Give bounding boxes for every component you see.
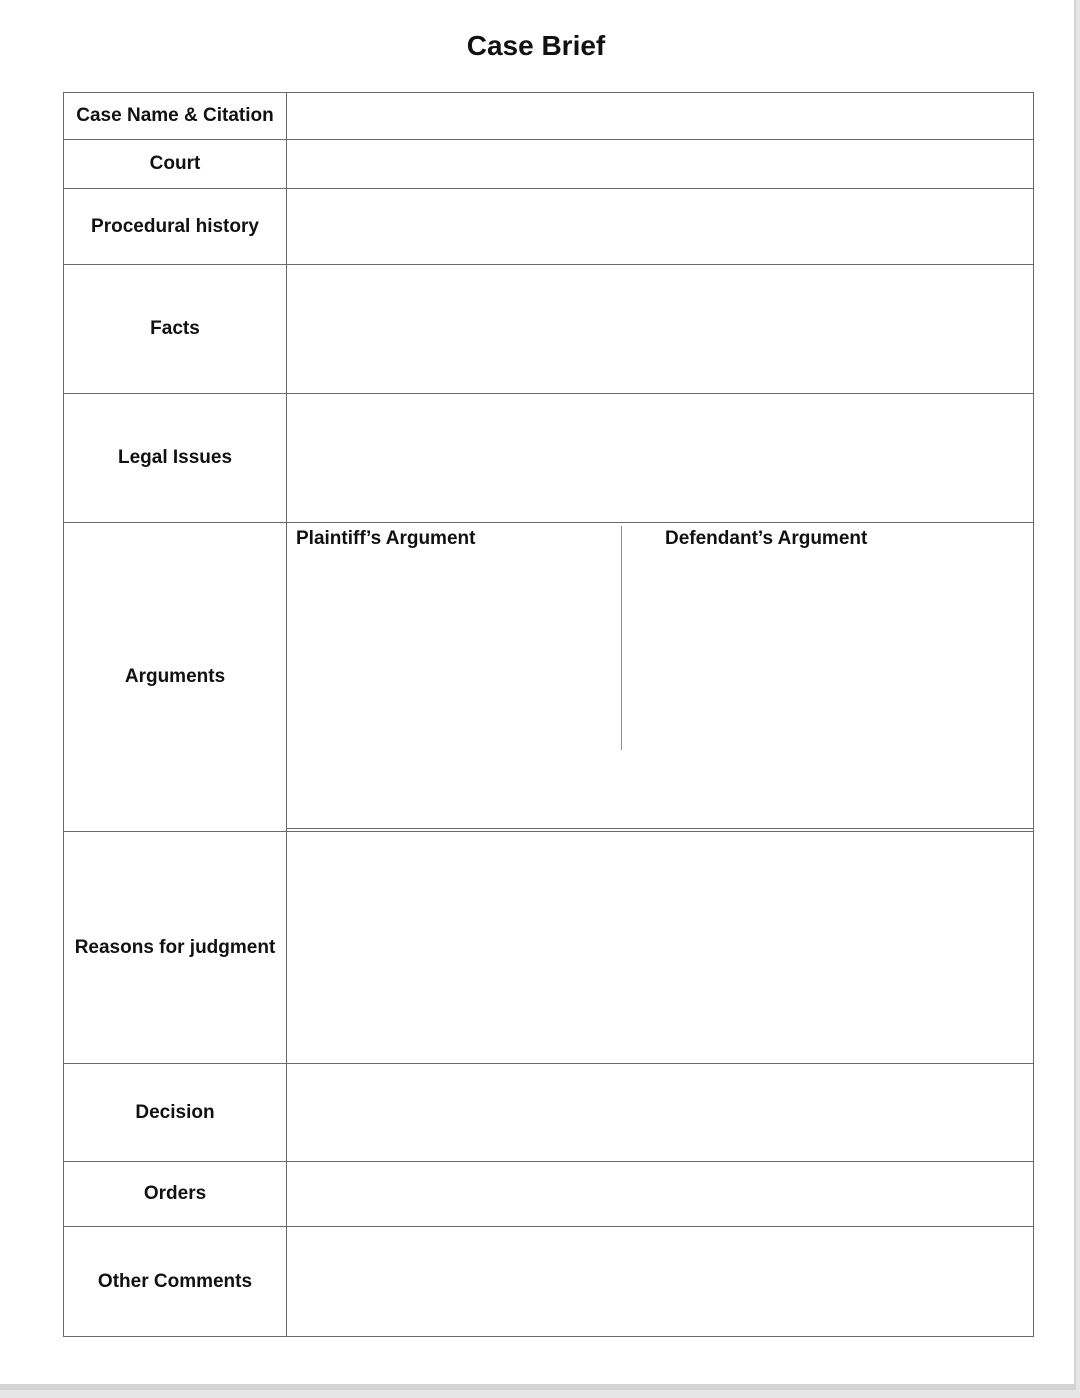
label-arguments: Arguments [64,523,287,832]
arguments-divider [621,526,622,750]
arguments-bottom-rule [287,828,1033,829]
field-reasons[interactable] [287,832,1034,1064]
field-legal-issues[interactable] [287,394,1034,523]
page-title: Case Brief [466,30,606,61]
field-arguments [287,523,1034,832]
label-legal-issues: Legal Issues [64,394,287,523]
label-other-comments: Other Comments [64,1227,287,1337]
row-case-name [64,93,1034,140]
field-procedural-history[interactable] [287,189,1034,265]
row-decision [64,1064,1034,1162]
field-decision[interactable] [287,1064,1034,1162]
label-court: Court [64,140,287,189]
arguments-split [287,524,1033,831]
plaintiff-argument-heading: Plaintiff’s Argument [296,527,476,549]
case-brief-table [63,92,1034,1337]
row-court [64,140,1034,189]
label-orders: Orders [64,1162,287,1227]
field-case-name[interactable] [287,93,1034,140]
label-facts: Facts [64,265,287,394]
row-facts [64,265,1034,394]
label-decision: Decision [64,1064,287,1162]
field-court[interactable] [287,140,1034,189]
label-case-name: Case Name & Citation [64,93,287,140]
field-other-comments[interactable] [287,1227,1034,1337]
field-orders[interactable] [287,1162,1034,1227]
row-legal-issues [64,394,1034,523]
row-reasons [64,832,1034,1064]
row-procedural-history [64,189,1034,265]
defendant-argument-heading: Defendant’s Argument [665,527,868,549]
field-facts[interactable] [287,265,1034,394]
row-arguments [64,523,1034,832]
label-reasons: Reasons for judgment [64,832,287,1064]
label-procedural-history: Procedural history [64,189,287,265]
row-other-comments [64,1227,1034,1337]
row-orders [64,1162,1034,1227]
